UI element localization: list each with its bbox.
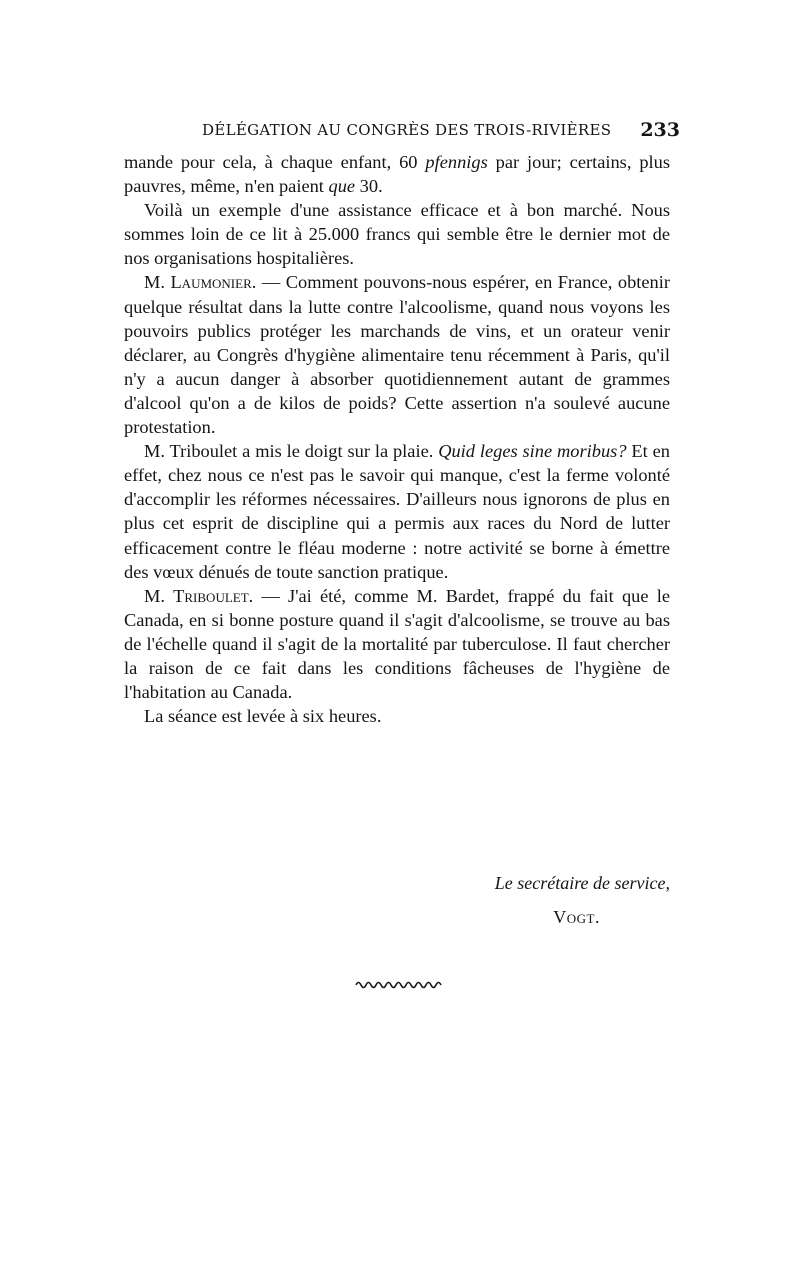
running-header bbox=[124, 121, 680, 145]
running-title: DÉLÉGATION AU CONGRÈS DES TROIS-RIVIÈRES bbox=[202, 121, 612, 139]
page-number: 233 bbox=[640, 119, 680, 141]
paragraph bbox=[124, 439, 670, 584]
italic-text: pfennigs bbox=[425, 152, 488, 172]
paragraph bbox=[124, 198, 670, 270]
speaker-name: Laumonier bbox=[170, 272, 252, 293]
text-run: . — Comment pouvons-nous espérer, en France, obtenir quelque résultat dans la lutte contre l'alcoolisme, quand nous voyons les pouvoirs publics protéger les marchands de vins, et un orateur venir déclarer, au Congrès d'hygiène alimentaire tenu récemment à Paris, qu'il n'y a aucun danger à absorber quotidiennement autant de grammes d'alcool qu'on a de kilos de poids? Cette assertion n'a soulevé aucune protestation. bbox=[124, 272, 670, 438]
text-run: M. bbox=[144, 272, 171, 293]
signature-role: Le secrétaire de service, bbox=[494, 873, 670, 893]
text-run: par jour; certains, plus pauvres, même, n'en paient bbox=[124, 152, 670, 197]
paragraph bbox=[124, 584, 670, 704]
paragraph bbox=[124, 704, 670, 728]
paragraph bbox=[124, 270, 670, 439]
text-run: . — J'ai été, comme M. Bardet, frappé du fait que le Canada, en si bonne posture quand il s'agit d'alcoolisme, se trouve au bas de l'échelle quand il s'agit de la mortalité par tuberculose. Il faut chercher la raison de ce fait dans les conditions fâcheuses de l'hygiène de l'habitation au Canada. bbox=[124, 585, 670, 703]
italic-text: Quid leges sine moribus? bbox=[438, 441, 627, 462]
italic-text: que bbox=[328, 176, 356, 197]
text-run: M. Triboulet a mis le doigt sur la plaie. bbox=[144, 441, 439, 462]
signature-name: Vogt. bbox=[553, 907, 600, 927]
text-run: M. bbox=[144, 585, 174, 606]
signature-block bbox=[124, 871, 670, 929]
text-run: 30. bbox=[355, 176, 383, 197]
text-run: Et en effet, chez nous ce n'est pas le savoir qui manque, c'est la ferme volonté d'accomplir les réformes nécessaires. D'ailleurs nous ignorons de plus en plus cet esprit de discipline qui a permis aux races du Nord de lutter efficacement contre le fléau moderne : notre activité se borne à émettre des vœux dénués de toute sanction pratique. bbox=[124, 441, 670, 582]
speaker-name: Triboulet bbox=[173, 585, 249, 606]
paragraph bbox=[124, 150, 670, 198]
body-text bbox=[124, 150, 670, 728]
text-run: mande pour cela, à chaque enfant, 60 bbox=[124, 152, 426, 172]
text-run: Voilà un exemple d'une assistance efficace et à bon marché. Nous sommes loin de ce lit à 25.000 francs qui semble être le dernier mot de nos organisations hospitalières. bbox=[124, 200, 670, 269]
text-run: La séance est levée à six heures. bbox=[144, 706, 382, 727]
wavy-line-ornament-icon bbox=[355, 979, 445, 989]
